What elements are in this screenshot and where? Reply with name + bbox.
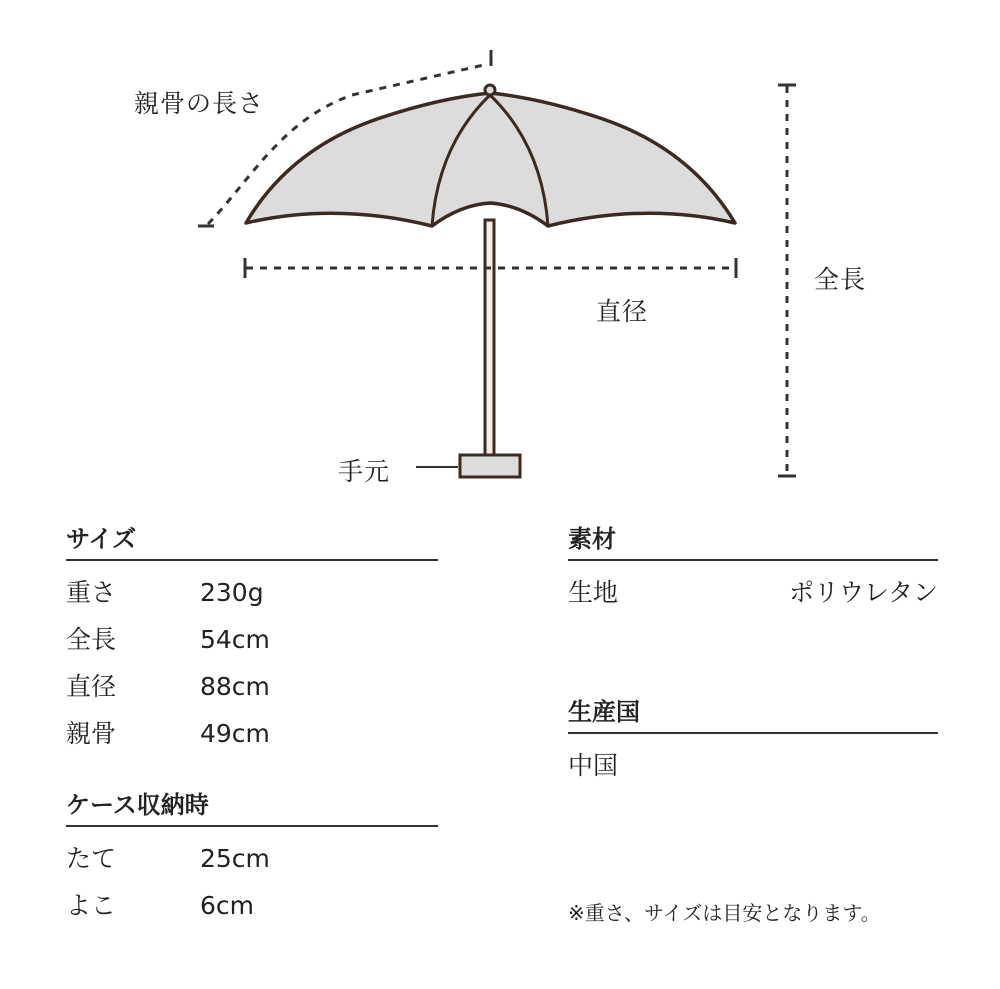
size-disclaimer-note: ※重さ、サイズは目安となります。 <box>568 901 881 925</box>
case-storage-section-title: ケース収納時 <box>66 791 209 819</box>
umbrella-tip <box>485 85 495 95</box>
spec-label: たて <box>66 844 117 873</box>
section-divider <box>568 559 938 561</box>
spec-value: 88cm <box>200 672 270 701</box>
spec-value: 25cm <box>200 844 270 873</box>
umbrella-canopy <box>246 93 735 226</box>
total-length-label: 全長 <box>814 265 867 294</box>
rib-length-label: 親骨の長さ <box>134 89 265 118</box>
spec-label: 生地 <box>568 578 619 607</box>
section-divider <box>568 732 938 734</box>
spec-label: 直径 <box>66 672 117 701</box>
spec-label: よこ <box>66 891 117 920</box>
umbrella-shaft <box>485 220 494 458</box>
material-section <box>568 519 938 616</box>
diameter-label: 直径 <box>596 297 649 326</box>
spec-row-rib <box>66 710 438 757</box>
size-section-title: サイズ <box>66 525 137 553</box>
spec-label: 親骨 <box>66 719 117 748</box>
spec-value: 230g <box>200 578 264 607</box>
umbrella-handle <box>460 455 520 477</box>
spec-row-diameter <box>66 663 438 710</box>
spec-row-weight <box>66 569 438 616</box>
spec-row-total-length <box>66 616 438 663</box>
size-section <box>66 519 438 757</box>
spec-value: 6cm <box>200 891 255 920</box>
spec-row-width <box>66 882 438 929</box>
material-section-title: 素材 <box>568 525 616 553</box>
case-storage-section <box>66 785 438 929</box>
spec-value: 中国 <box>568 751 619 780</box>
spec-label: 重さ <box>66 578 117 607</box>
spec-value: 49cm <box>200 719 270 748</box>
spec-row-height <box>66 835 438 882</box>
handle-label: 手元 <box>338 457 391 486</box>
spec-row-fabric <box>568 569 938 616</box>
origin-section-title: 生産国 <box>568 698 640 726</box>
section-divider <box>66 825 438 827</box>
spec-row-origin <box>568 742 938 789</box>
spec-label: 全長 <box>66 625 117 654</box>
origin-section <box>568 692 938 789</box>
section-divider <box>66 559 438 561</box>
spec-value: 54cm <box>200 625 270 654</box>
spec-value: ポリウレタン <box>788 578 938 607</box>
